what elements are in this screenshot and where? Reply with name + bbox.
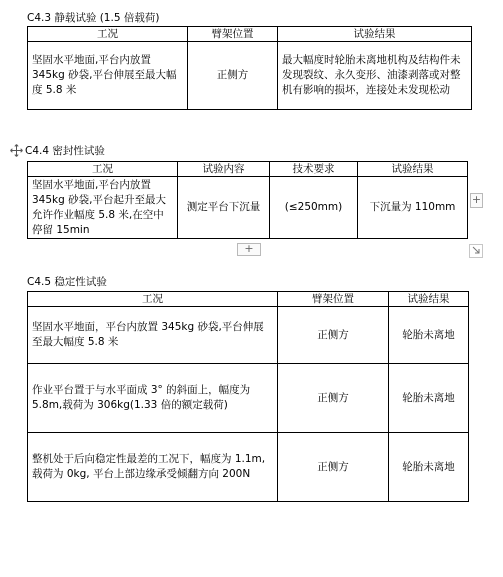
section-title-c43: C4.3 静载试验 (1.5 倍载荷) [27, 12, 160, 24]
cell-test-content[interactable]: 测定平台下沉量 [178, 177, 270, 239]
table-move-handle[interactable] [10, 144, 23, 159]
section-title-c45: C4.5 稳定性试验 [27, 276, 107, 288]
header-test-result: 试验结果 [358, 162, 468, 177]
table-row [28, 42, 472, 110]
header-test-result: 试验结果 [389, 292, 469, 307]
cell-condition[interactable]: 坚固水平地面,平台内放置345kg 砂袋,平台起升至最大允许作业幅度 5.8 米,在空中停留 15min [28, 177, 178, 239]
table-header-row [28, 162, 468, 177]
cell-test-result[interactable]: 轮胎未离地 [389, 433, 469, 502]
add-column-button[interactable]: + [471, 193, 482, 206]
cell-boom-position[interactable]: 正侧方 [278, 307, 389, 364]
table-row [28, 364, 469, 433]
header-boom-position: 臂架位置 [188, 27, 278, 42]
table-row [28, 177, 468, 239]
table-row [28, 307, 469, 364]
cell-boom-position[interactable]: 正侧方 [188, 42, 278, 110]
static-load-test-table [27, 26, 472, 110]
header-condition: 工况 [28, 27, 188, 42]
cell-condition[interactable]: 坚固水平地面，平台内放置 345kg 砂袋,平台伸展至最大幅度 5.8 米 [28, 307, 278, 364]
table-resize-handle[interactable] [469, 244, 483, 258]
cell-boom-position[interactable]: 正侧方 [278, 364, 389, 433]
cell-test-result[interactable]: 最大幅度时轮胎未离地机构及结构件未发现裂纹、永久变形、油漆剥落或对整机有影响的损坏，连接处未发现松动 [278, 42, 472, 110]
table-row [28, 433, 469, 502]
resize-corner-icon [471, 245, 481, 255]
header-test-content: 试验内容 [178, 162, 270, 177]
cell-condition[interactable]: 坚固水平地面,平台内放置345kg 砂袋,平台伸展至最大幅度 5.8 米 [28, 42, 188, 110]
section-title-c44: C4.4 密封性试验 [25, 145, 105, 157]
header-condition: 工况 [28, 162, 178, 177]
cell-test-result[interactable]: 轮胎未离地 [389, 364, 469, 433]
cell-test-result[interactable]: 下沉量为 110mm [358, 177, 468, 239]
header-condition: 工况 [28, 292, 278, 307]
add-row-button[interactable]: + [237, 243, 261, 256]
stability-test-table [27, 291, 469, 502]
cell-technical-requirement[interactable]: (≤250mm) [270, 177, 358, 239]
move-cross-icon [10, 144, 23, 157]
table-header-row [28, 27, 472, 42]
cell-condition[interactable]: 整机处于后向稳定性最差的工况下，幅度为 1.1m,载荷为 0kg, 平台上部边缘承受倾翻方向 200N [28, 433, 278, 502]
table-header-row [28, 292, 469, 307]
sealing-test-table [27, 161, 468, 239]
cell-test-result[interactable]: 轮胎未离地 [389, 307, 469, 364]
cell-condition[interactable]: 作业平台置于与水平面成 3° 的斜面上，幅度为 5.8m,载荷为 306kg(1.33 倍的额定载荷) [28, 364, 278, 433]
header-boom-position: 臂架位置 [278, 292, 389, 307]
header-test-result: 试验结果 [278, 27, 472, 42]
cell-boom-position[interactable]: 正侧方 [278, 433, 389, 502]
header-technical-requirement: 技术要求 [270, 162, 358, 177]
